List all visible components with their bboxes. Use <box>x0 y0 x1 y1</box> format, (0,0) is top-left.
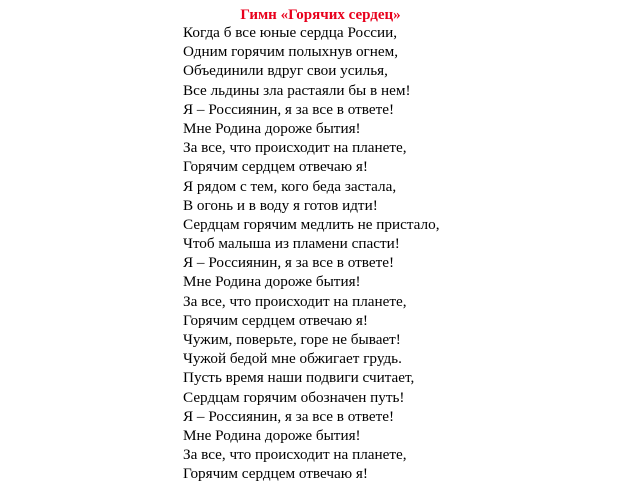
poem-line: Мне Родина дороже бытия! <box>183 119 361 137</box>
poem-line: Сердцам горячим обозначен путь! <box>183 388 405 406</box>
poem-line: Одним горячим полыхнув огнем, <box>183 43 399 61</box>
poem-line: Я – Россиянин, я за все в ответе! <box>183 254 395 272</box>
poem-line: Я – Россиянин, я за все в ответе! <box>183 407 395 425</box>
poem-line: Все льдины зла растаяли бы в нем! <box>183 81 411 99</box>
poem-line: Объединили вдруг свои усилья, <box>183 62 388 80</box>
poem-line: Горячим сердцем отвечаю я! <box>183 158 368 176</box>
poem-line: За все, что происходит на планете, <box>183 292 407 310</box>
document-title: Гимн «Горячих сердец» <box>240 7 401 23</box>
poem-line: Чужой бедой мне обжигает грудь. <box>183 350 402 368</box>
poem-line: Сердцам горячим медлить не пристало, <box>183 215 440 233</box>
poem-line: Пусть время наши подвиги считает, <box>183 369 415 387</box>
poem-line: Когда б все юные сердца России, <box>183 24 398 41</box>
poem-line: За все, что происходит на планете, <box>183 139 407 157</box>
poem-line: За все, что происходит на планете, <box>183 446 407 464</box>
poem-line: Горячим сердцем отвечаю я! <box>183 311 368 329</box>
poem-line: Чтоб малыша из пламени спасти! <box>183 235 400 253</box>
poem-line: Я – Россиянин, я за все в ответе! <box>183 100 395 118</box>
poem-line: Мне Родина дороже бытия! <box>183 426 361 444</box>
poem-line: Я рядом с тем, кого беда застала, <box>183 177 397 195</box>
poem-line: Горячим сердцем отвечаю я! <box>183 465 368 483</box>
poem-lines <box>183 23 440 484</box>
poem-line: В огонь и в воду я готов идти! <box>183 196 378 214</box>
poem-line: Чужим, поверьте, горе не бывает! <box>183 331 401 348</box>
poem-line: Мне Родина дороже бытия! <box>183 273 361 291</box>
